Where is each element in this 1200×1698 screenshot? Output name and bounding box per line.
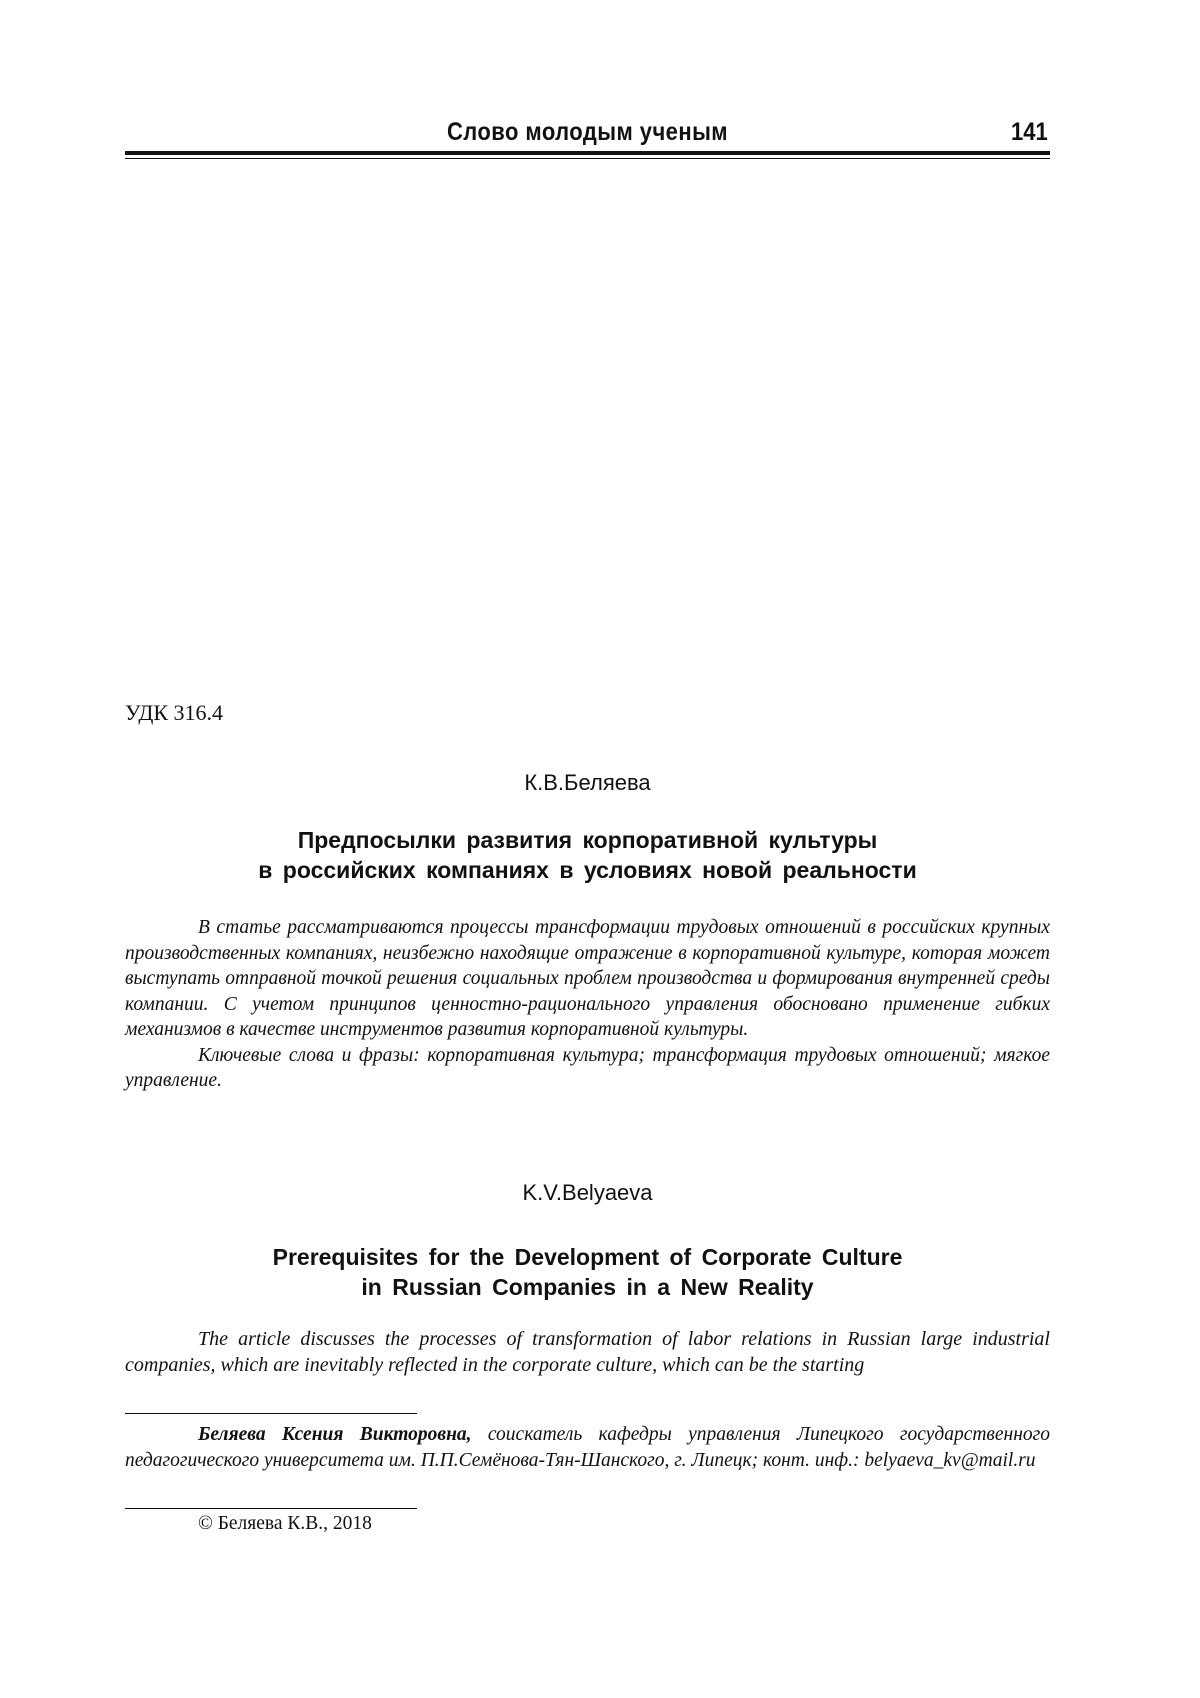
footnote-paragraph: [125, 1422, 1050, 1473]
page-number: 141: [1011, 118, 1048, 146]
author-footnote: [125, 1422, 1050, 1473]
running-header: [125, 118, 1050, 150]
footnote-author-name: Беляева Ксения Викторовна,: [198, 1424, 472, 1445]
author-english: K.V.Belyaeva: [522, 1180, 653, 1205]
title-line: Предпосылки развития корпоративной культуры: [297, 827, 878, 853]
footnote-text: соискатель кафедры управления Липецкого государственного педагогического университета им. П.П.Семёнова-Тян-Шанского, г. Липецк; конт. инф.: belyaeva_kv@mail.ru: [125, 1424, 1051, 1471]
abstract-paragraph: В статье рассматриваются процессы трансформации трудовых отношений в российских крупных производственных компаниях, неизбежно находящие отражение в корпоративной культуре, которая может выступать отправной точкой решения социальных проблем производства и формирования внутренней среды компании. С учетом принципов ценностно-рационального управления обосновано применение гибких механизмов в качестве инструментов развития корпоративной культуры.: [125, 917, 1050, 1040]
article-title-english: [125, 1242, 1050, 1302]
title-line: Prerequisites for the Development of Corporate Culture: [272, 1244, 903, 1270]
section-title: Слово молодым ученым: [446, 118, 729, 146]
udk-code: УДК 316.4: [125, 700, 224, 725]
title-line: в российских компаниях в условиях новой реальности: [258, 857, 917, 883]
title-line: in Russian Companies in a New Reality: [361, 1274, 814, 1300]
header-rule-thin: [125, 158, 1050, 159]
abstract-russian: [125, 915, 1050, 1094]
keywords-paragraph: Ключевые слова и фразы: корпоративная культура; трансформация трудовых отношений; мягкое управление.: [125, 1044, 1050, 1091]
article-title-russian: [125, 825, 1050, 885]
abstract-english: [125, 1326, 1050, 1378]
copyright-notice: © Беляева К.В., 2018: [198, 1513, 372, 1534]
copyright-separator: [125, 1508, 417, 1509]
header-rule-thick: [125, 151, 1050, 155]
author-russian: К.В.Беляева: [524, 770, 651, 795]
footnote-separator: [125, 1413, 417, 1414]
abstract-paragraph: The article discusses the processes of transformation of labor relations in Russian large industrial companies, which are inevitably reflected in the corporate culture, which can be the starting: [125, 1328, 1050, 1376]
